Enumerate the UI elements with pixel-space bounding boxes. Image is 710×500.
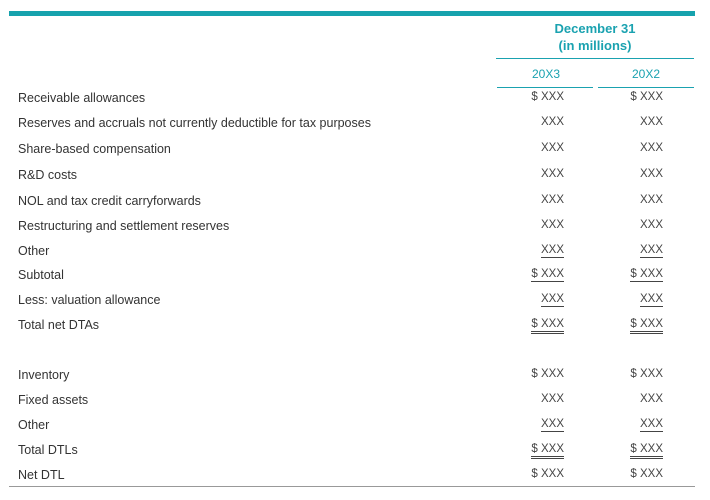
value-year2: $ XXX	[630, 318, 663, 334]
value-year1: $ XXX	[531, 91, 564, 103]
row-label: Share-based compensation	[18, 142, 171, 156]
value-year1: $ XXX	[531, 468, 564, 480]
table-row	[9, 215, 695, 240]
value-year2: $ XXX	[630, 91, 663, 103]
table-row	[9, 87, 695, 112]
value-year1: XXX	[540, 194, 564, 206]
table-row	[9, 190, 695, 215]
value-year2: XXX	[639, 142, 663, 154]
value-year2: $ XXX	[630, 368, 663, 380]
value-year2: XXX	[639, 219, 663, 231]
value-year2: XXX	[639, 194, 663, 206]
row-label: Less: valuation allowance	[18, 293, 161, 307]
value-year1: XXX	[540, 219, 564, 231]
value-year2: XXX	[639, 418, 663, 430]
value-year1: $ XXX	[531, 443, 564, 459]
value-year2: XXX	[639, 244, 663, 256]
column-header-year1: 20X3	[531, 67, 561, 81]
row-label: Total net DTAs	[18, 318, 100, 332]
value-year2: $ XXX	[630, 443, 663, 459]
value-year1: XXX	[540, 244, 564, 256]
value-year2: XXX	[639, 116, 663, 128]
row-label: Net DTL	[18, 468, 65, 482]
row-label: Fixed assets	[18, 393, 89, 407]
value-year1: XXX	[540, 168, 564, 180]
value-year1: XXX	[540, 293, 564, 305]
value-year2: XXX	[639, 393, 663, 405]
bottom-rule	[9, 486, 695, 487]
row-label: Inventory	[18, 368, 70, 382]
value-year1: XXX	[540, 418, 564, 430]
row-label: Other	[18, 244, 50, 258]
table-row	[9, 389, 695, 414]
value-year1: $ XXX	[531, 318, 564, 334]
row-label: NOL and tax credit carryforwards	[18, 194, 201, 208]
row-label: Restructuring and settlement reserves	[18, 219, 230, 233]
value-year1: XXX	[540, 116, 564, 128]
value-year1: XXX	[540, 142, 564, 154]
value-year2: XXX	[639, 168, 663, 180]
value-year2: $ XXX	[630, 268, 663, 280]
table-row	[9, 112, 695, 137]
table-row	[9, 240, 695, 265]
table-row	[9, 138, 695, 163]
table-row	[9, 314, 695, 339]
value-year1: XXX	[540, 393, 564, 405]
row-label: Reserves and accruals not currently deductible for tax purposes	[18, 116, 371, 130]
column-header-year2: 20X2	[631, 67, 661, 81]
value-year2: XXX	[639, 293, 663, 305]
table-row	[9, 364, 695, 389]
header-units: (in millions)	[558, 38, 632, 53]
value-year1: $ XXX	[531, 368, 564, 380]
row-label: Receivable allowances	[18, 91, 146, 105]
row-label: Subtotal	[18, 268, 64, 282]
header-rule	[496, 58, 694, 59]
row-label: Other	[18, 418, 50, 432]
top-rule	[9, 11, 695, 16]
table-row	[9, 439, 695, 464]
table-row	[9, 414, 695, 439]
table-row	[9, 264, 695, 289]
table-row	[9, 289, 695, 314]
value-year1: $ XXX	[531, 268, 564, 280]
value-year2: $ XXX	[630, 468, 663, 480]
row-label: R&D costs	[18, 168, 78, 182]
table-row	[9, 164, 695, 189]
header-date: December 31	[554, 21, 636, 36]
row-label: Total DTLs	[18, 443, 78, 457]
